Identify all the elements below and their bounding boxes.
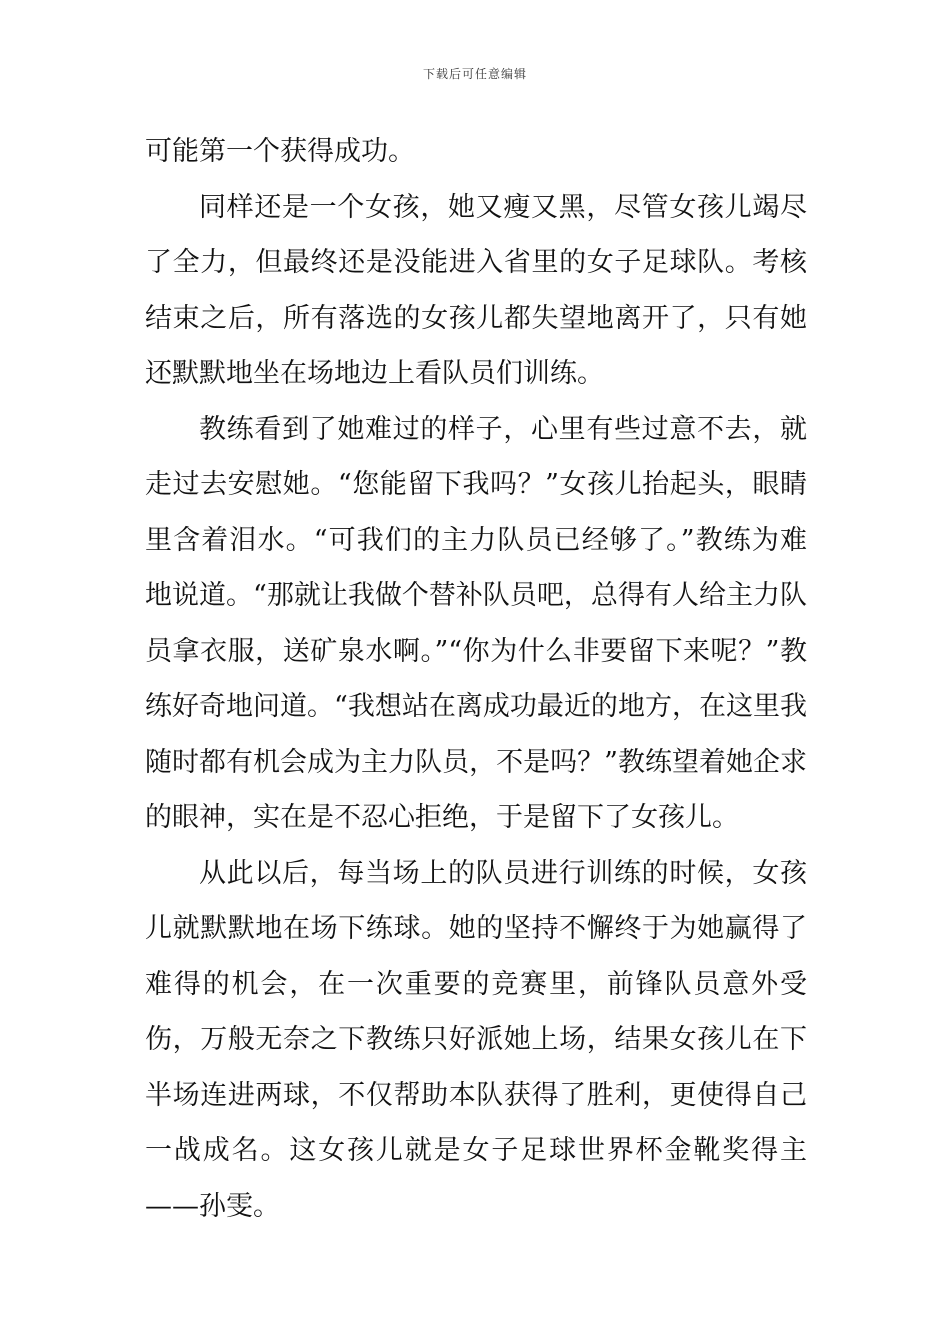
article-body (145, 124, 807, 1234)
paragraph-3: 教练看到了她难过的样子，心里有些过意不去，就走过去安慰她。“您能留下我吗？”女孩儿抬起头，眼睛里含着泪水。“可我们的主力队员已经够了。”教练为难地说道。“那就让我做个替补队员吧，总得有人给主力队员拿衣服，送矿泉水啊。”“你为什么非要留下来呢？”教练好奇地问道。“我想站在离成功最近的地方，在这里我随时都有机会成为主力队员，不是吗？”教练望着她企求的眼神，实在是不忍心拒绝，于是留下了女孩儿。 (145, 413, 807, 833)
paragraph-1: 可能第一个获得成功。 (145, 136, 415, 167)
paragraph-2: 同样还是一个女孩，她又瘦又黑，尽管女孩儿竭尽了全力，但最终还是没能进入省里的女子足球队。考核结束之后，所有落选的女孩儿都失望地离开了，只有她还默默地坐在场地边上看队员们训练。 (145, 191, 807, 389)
paragraph-4: 从此以后，每当场上的队员进行训练的时候，女孩儿就默默地在场下练球。她的坚持不懈终于为她赢得了难得的机会，在一次重要的竞赛里，前锋队员意外受伤，万般无奈之下教练只好派她上场，结果女孩儿在下半场连进两球，不仅帮助本队获得了胜利，更使得自己一战成名。这女孩儿就是女子足球世界杯金靴奖得主——孙雯。 (145, 857, 807, 1222)
page-header: 下载后可任意编辑 (422, 67, 527, 81)
